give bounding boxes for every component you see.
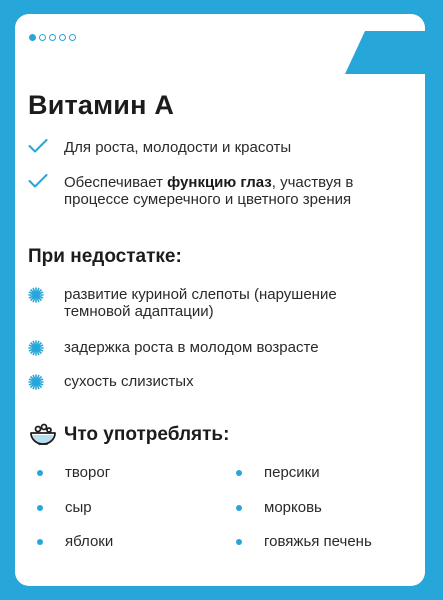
food-label: яблоки [65, 533, 114, 550]
slide-card [15, 14, 425, 586]
food-item [236, 464, 320, 481]
sunburst-icon [28, 373, 64, 395]
pagination-dot-2[interactable] [39, 34, 46, 41]
sunburst-icon [28, 339, 64, 361]
check-icon [28, 174, 56, 208]
food-item [236, 499, 322, 516]
pagination-dot-4[interactable] [59, 34, 66, 41]
food-item [37, 499, 92, 516]
check-icon [28, 139, 56, 158]
bullet-icon [37, 539, 43, 545]
deficiency-item-2 [28, 339, 384, 361]
deficiency-text-3: сухость слизистых [64, 373, 194, 390]
deficiency-text-2: задержка роста в молодом возрасте [64, 339, 319, 356]
bullet-icon [236, 470, 242, 476]
food-item [37, 464, 110, 481]
page-title: Витамин А [28, 90, 175, 120]
sunburst-icon [28, 286, 64, 308]
benefit-text-2: Обеспечивает функцию глаз, участвуя в процессе сумеречного и цветного зрения [64, 174, 354, 208]
deficiency-text-1: развитие куриной слепоты (нарушение темновой адаптации) [64, 286, 337, 320]
deficiency-heading: При недостатке: [28, 246, 182, 267]
pagination-dot-3[interactable] [49, 34, 56, 41]
foods-heading-row [28, 420, 229, 450]
pagination-dot-1[interactable] [29, 34, 36, 41]
pagination-dots [29, 34, 76, 41]
bullet-icon [37, 505, 43, 511]
bullet-icon [37, 470, 43, 476]
foods-heading: Что употреблять: [64, 424, 230, 445]
food-item [37, 533, 113, 550]
pagination-dot-5[interactable] [69, 34, 76, 41]
benefit-text-1: Для роста, молодости и красоты [64, 139, 292, 156]
food-label: морковь [264, 499, 322, 516]
deficiency-item-3 [28, 373, 384, 395]
bullet-icon [236, 539, 242, 545]
food-item [236, 533, 372, 550]
benefit-item-1 [28, 139, 404, 158]
food-label: творог [65, 464, 111, 481]
corner-decoration [345, 14, 425, 74]
food-label: персики [264, 464, 320, 481]
benefit-item-2 [28, 174, 404, 208]
bullet-icon [236, 505, 242, 511]
food-label: сыр [65, 499, 92, 516]
bowl-icon [28, 420, 64, 450]
food-label: говяжья печень [264, 533, 372, 550]
deficiency-item-1 [28, 286, 384, 320]
